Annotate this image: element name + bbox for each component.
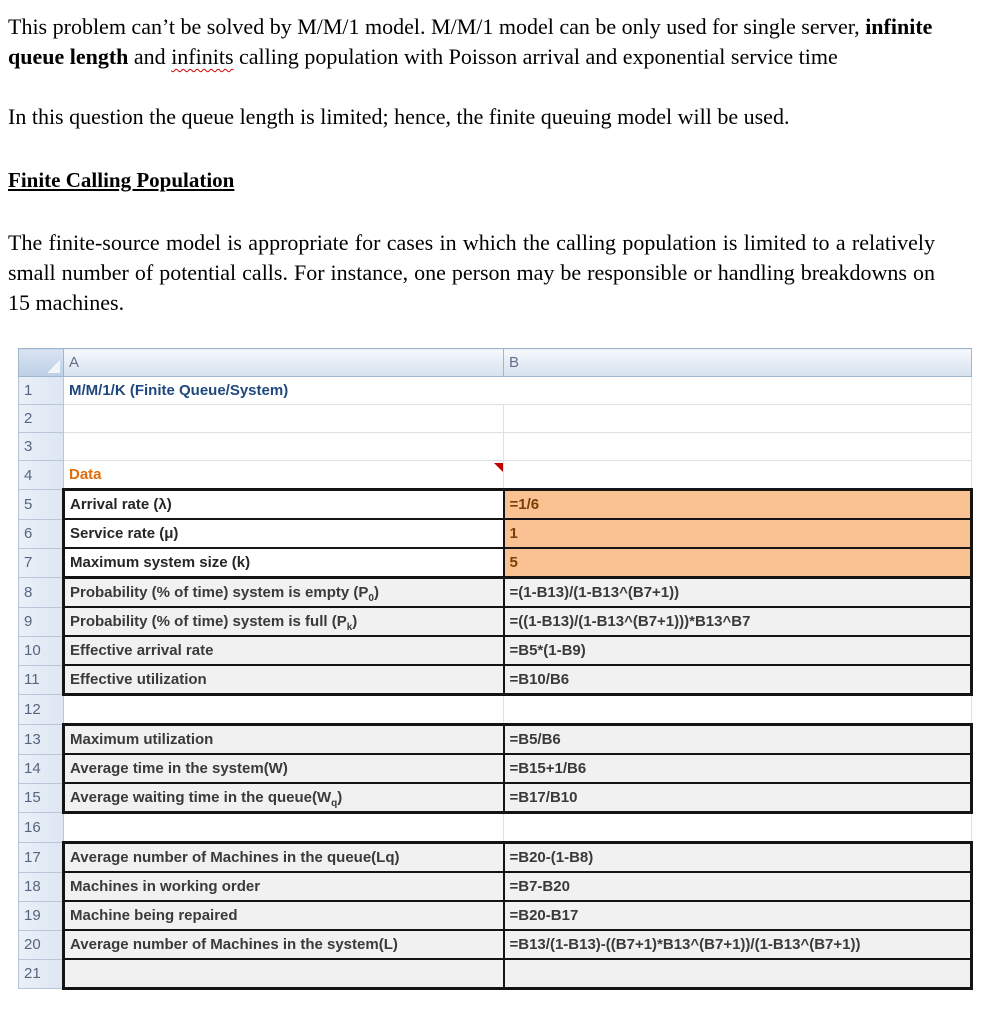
select-all-triangle-icon	[47, 360, 60, 373]
finite-calling-population-heading: Finite Calling Population	[8, 168, 235, 192]
cell-A11[interactable]	[64, 665, 504, 695]
subscript-text: q	[331, 798, 338, 809]
cell-A14[interactable]	[64, 754, 504, 783]
cell-B19[interactable]: =B20-B17	[504, 901, 972, 930]
row-header-9[interactable]: 9	[19, 607, 64, 636]
spreadsheet-body	[19, 377, 972, 989]
row-header-20[interactable]: 20	[19, 930, 64, 959]
cell-A3[interactable]	[64, 433, 504, 461]
cell-A20[interactable]	[64, 930, 504, 959]
text-segment: Average time in the system(W)	[70, 760, 288, 777]
row-header-1[interactable]: 1	[19, 377, 64, 405]
cell-A5[interactable]	[64, 490, 504, 520]
row-header-2[interactable]: 2	[19, 405, 64, 433]
row-header-17[interactable]: 17	[19, 843, 64, 873]
cell-A6[interactable]	[64, 519, 504, 548]
text-segment: Data	[69, 466, 102, 483]
column-header-a[interactable]: A	[64, 349, 504, 377]
text-segment: Arrival rate (λ)	[70, 496, 172, 513]
cell-B8[interactable]: =(1-B13)/(1-B13^(B7+1))	[504, 578, 972, 608]
text-segment: Average number of Machines in the queue(Lq)	[70, 849, 400, 866]
subscript-text: 0	[368, 593, 374, 604]
cell-B4[interactable]	[504, 461, 972, 490]
cell-B7[interactable]: 5	[504, 548, 972, 578]
text-segment: and	[128, 44, 172, 69]
row-header-8[interactable]: 8	[19, 578, 64, 608]
text-segment: Machine being repaired	[70, 907, 238, 924]
spreadsheet-header	[19, 349, 972, 377]
text-segment: Probability (% of time) system is empty (P	[70, 584, 369, 601]
row-header-7[interactable]: 7	[19, 548, 64, 578]
text-segment: This problem can’t be solved by M/M/1 model. M/M/1 model can be only used for single server,	[8, 14, 866, 39]
cell-B13[interactable]: =B5/B6	[504, 725, 972, 755]
cell-A17[interactable]	[64, 843, 504, 873]
intro-paragraph-2: In this question the queue length is limited; hence, the finite queuing model will be used.	[8, 104, 790, 129]
cell-A16[interactable]	[64, 813, 504, 843]
cell-A15[interactable]	[64, 783, 504, 813]
text-segment: calling population with Poisson arrival and exponential service time	[233, 44, 838, 69]
cell-A21[interactable]	[64, 959, 504, 989]
cell-B3[interactable]	[504, 433, 972, 461]
cell-B17[interactable]: =B20-(1-B8)	[504, 843, 972, 873]
row-header-18[interactable]: 18	[19, 872, 64, 901]
select-all-button[interactable]	[19, 349, 64, 377]
text-segment: Average waiting time in the queue(W	[70, 789, 332, 806]
cell-A10[interactable]	[64, 636, 504, 665]
text-segment: Machines in working order	[70, 878, 261, 895]
misspelled-word: infinits	[171, 44, 234, 69]
cell-B12[interactable]	[504, 695, 972, 725]
row-header-6[interactable]: 6	[19, 519, 64, 548]
row-header-11[interactable]: 11	[19, 665, 64, 695]
row-header-16[interactable]: 16	[19, 813, 64, 843]
cell-B21[interactable]	[504, 959, 972, 989]
cell-A13[interactable]	[64, 725, 504, 755]
subscript-text: k	[346, 622, 353, 633]
text-segment: M/M/1/K (Finite Queue/System)	[69, 382, 289, 399]
row-header-19[interactable]: 19	[19, 901, 64, 930]
cell-A18[interactable]	[64, 872, 504, 901]
cell-B9[interactable]: =((1-B13)/(1-B13^(B7+1)))*B13^B7	[504, 607, 972, 636]
row-header-15[interactable]: 15	[19, 783, 64, 813]
cell-A7[interactable]	[64, 548, 504, 578]
text-segment: Maximum system size (k)	[70, 554, 251, 571]
cell-A2[interactable]	[64, 405, 504, 433]
text-segment: )	[337, 789, 343, 806]
cell-B16[interactable]	[504, 813, 972, 843]
row-header-13[interactable]: 13	[19, 725, 64, 755]
text-segment: )	[352, 613, 358, 630]
cell-B10[interactable]: =B5*(1-B9)	[504, 636, 972, 665]
cell-A8[interactable]	[64, 578, 504, 608]
row-header-3[interactable]: 3	[19, 433, 64, 461]
text-segment: Average number of Machines in the system(L)	[70, 936, 398, 953]
row-header-4[interactable]: 4	[19, 461, 64, 490]
column-header-b[interactable]: B	[504, 349, 972, 377]
cell-A9[interactable]	[64, 607, 504, 636]
row-header-5[interactable]: 5	[19, 490, 64, 520]
cell-B20[interactable]: =B13/(1-B13)-((B7+1)*B13^(B7+1))/(1-B13^(B7+1))	[504, 930, 972, 959]
bold-phrase: infinite queue length	[8, 14, 933, 69]
cell-B11[interactable]: =B10/B6	[504, 665, 972, 695]
text-segment: Effective utilization	[70, 671, 207, 688]
text-segment: Service rate (μ)	[70, 525, 179, 542]
cell-B6[interactable]: 1	[504, 519, 972, 548]
cell-A4[interactable]	[64, 461, 504, 490]
row-header-10[interactable]: 10	[19, 636, 64, 665]
cell-A19[interactable]	[64, 901, 504, 930]
cell-B5[interactable]: =1/6	[504, 490, 972, 520]
text-segment: Probability (% of time) system is full (P	[70, 613, 347, 630]
text-segment: Effective arrival rate	[70, 642, 214, 659]
text-segment: Maximum utilization	[70, 731, 214, 748]
cell-B2[interactable]	[504, 405, 972, 433]
cell-B18[interactable]: =B7-B20	[504, 872, 972, 901]
cell-A12[interactable]	[64, 695, 504, 725]
spreadsheet-table	[18, 348, 973, 990]
row-header-21[interactable]: 21	[19, 959, 64, 989]
intro-paragraph-1	[8, 12, 935, 72]
cell-B14[interactable]: =B15+1/B6	[504, 754, 972, 783]
row-header-14[interactable]: 14	[19, 754, 64, 783]
comment-indicator-icon	[494, 463, 503, 472]
cell-A1-title[interactable]	[64, 377, 972, 405]
cell-B15[interactable]: =B17/B10	[504, 783, 972, 813]
finite-source-paragraph: The finite-source model is appropriate for cases in which the calling population is limited to a relatively small number of potential calls. For instance, one person may be responsible or handling breakdowns on 15 machines.	[8, 230, 935, 315]
text-segment: )	[373, 584, 379, 601]
row-header-12[interactable]: 12	[19, 695, 64, 725]
